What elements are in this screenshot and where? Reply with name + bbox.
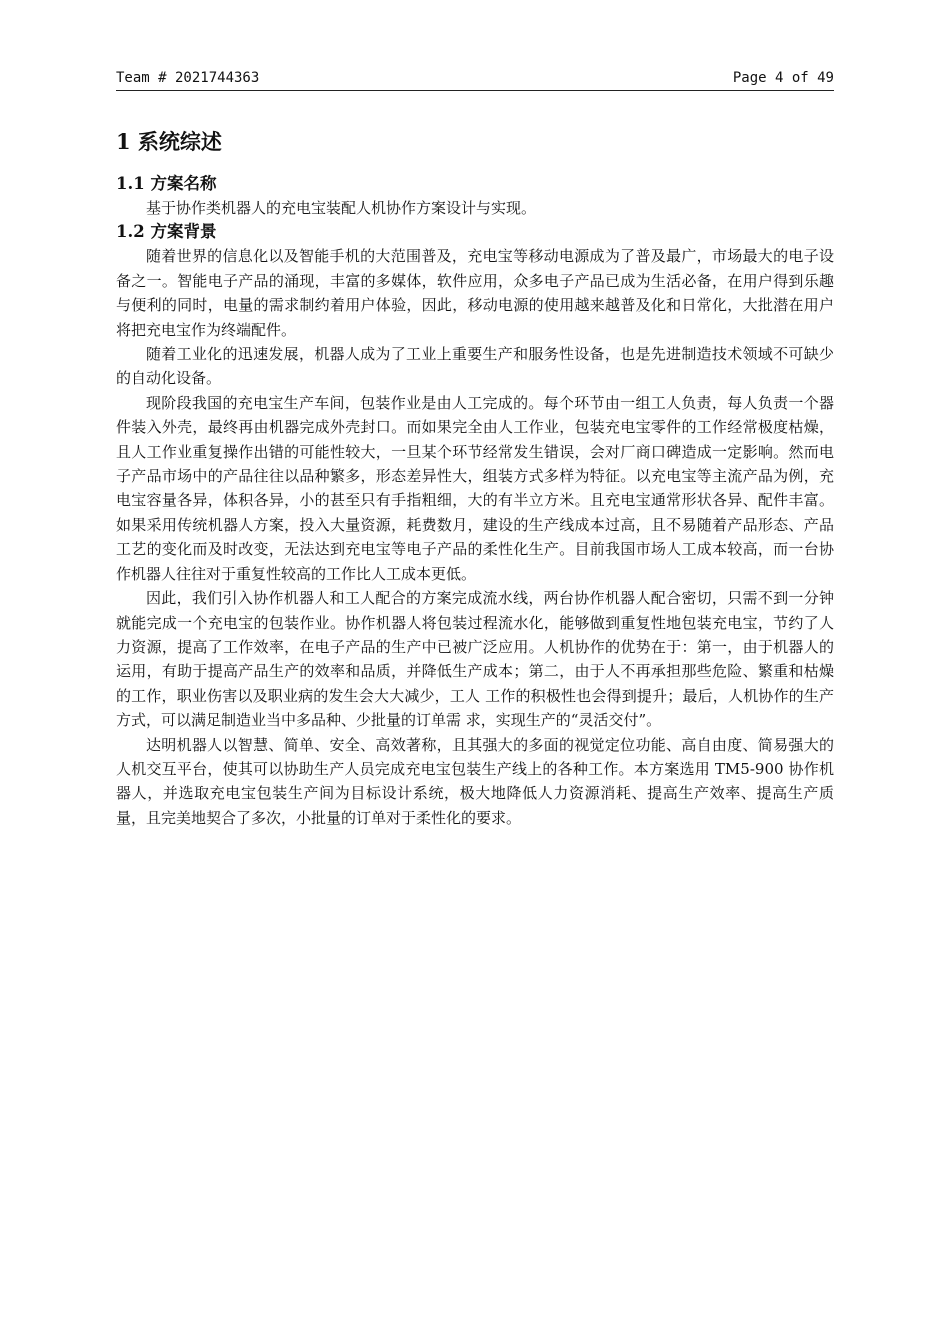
paragraph-solution-name: 基于协作类机器人的充电宝装配人机协作方案设计与实现。 [146, 199, 537, 217]
subsection-title-1-2: 1.2 方案背景 [116, 222, 217, 242]
subsection-title-1-1: 1.1 方案名称 [116, 174, 217, 193]
document-body [116, 126, 834, 830]
section-title: 1 系统综述 [116, 129, 222, 154]
page-header [116, 68, 834, 91]
paragraph-background-5: 达明机器人以智慧、简单、安全、高效著称，且其强大的多面的视觉定位功能、高自由度、简易强大的人机交互平台，使其可以协助生产人员完成充电宝包装生产线上的各种工作。本方案选用 TM5-900 协作机器人，并选取充电宝包装生产间为目标设计系统，极大地降低人力资源消耗、提高生产效率、提高生产质量，且完美地契合了多次，小批量的订单对于柔性化的要求。 [116, 735, 834, 827]
paragraph-background-1: 随着世界的信息化以及智能手机的大范围普及，充电宝等移动电源成为了普及最广，市场最大的电子设备之一。智能电子产品的涌现，丰富的多媒体，软件应用，众多电子产品已成为生活必备，在用户得到乐趣与便利的同时，电量的需求制约着用户体验，因此，移动电源的使用越来越普及化和日常化，大批潜在用户将把充电宝作为终端配件。 [116, 247, 834, 339]
team-number: Team # 2021744363 [116, 70, 260, 86]
paragraph-background-2: 随着工业化的迅速发展，机器人成为了工业上重要生产和服务性设备，也是先进制造技术领域不可缺少的自动化设备。 [116, 345, 834, 388]
paragraph-background-3: 现阶段我国的充电宝生产车间，包装作业是由人工完成的。每个环节由一组工人负责，每人负责一个器件装入外壳，最终再由机器完成外壳封口。而如果完全由人工作业，包装充电宝零件的工作经常极度枯燥，且人工作业重复操作出错的可能性较大，一旦某个环节经常发生错误，会对厂商口碑造成一定影响。然而电子产品市场中的产品往往以品种繁多，形态差异性大，组装方式多样为特征。以充电宝等主流产品为例，充电宝容量各异，体积各异，小的甚至只有手指粗细，大的有半立方米。且充电宝通常形状各异、配件丰富。如果采用传统机器人方案，投入大量资源，耗费数月，建设的生产线成本过高，且不易随着产品形态、产品工艺的变化而及时改变，无法达到充电宝等电子产品的柔性化生产。目前我国市场人工成本较高，而一台协作机器人往往对于重复性较高的工作比人工成本更低。 [116, 393, 834, 583]
paragraph-background-4: 因此，我们引入协作机器人和工人配合的方案完成流水线，两台协作机器人配合密切，只需不到一分钟就能完成一个充电宝的包装作业。协作机器人将包装过程流水化，能够做到重复性地包装充电宝，节约了人力资源，提高了工作效率，在电子产品的生产中已被广泛应用。人机协作的优势在于：第一，由于机器人的运用，有助于提高产品生产的效率和品质，并降低生产成本；第二，由于人不再承担那些危险、繁重和枯燥的工作，职业伤害以及职业病的发生会大大减少，工人 工作的积极性也会得到提升；最后，人机协作的生产方式，可以满足制造业当中多品种、少批量的订单需 求，实现生产的“灵活交付”。 [116, 589, 834, 730]
page-number: Page 4 of 49 [732, 70, 834, 86]
